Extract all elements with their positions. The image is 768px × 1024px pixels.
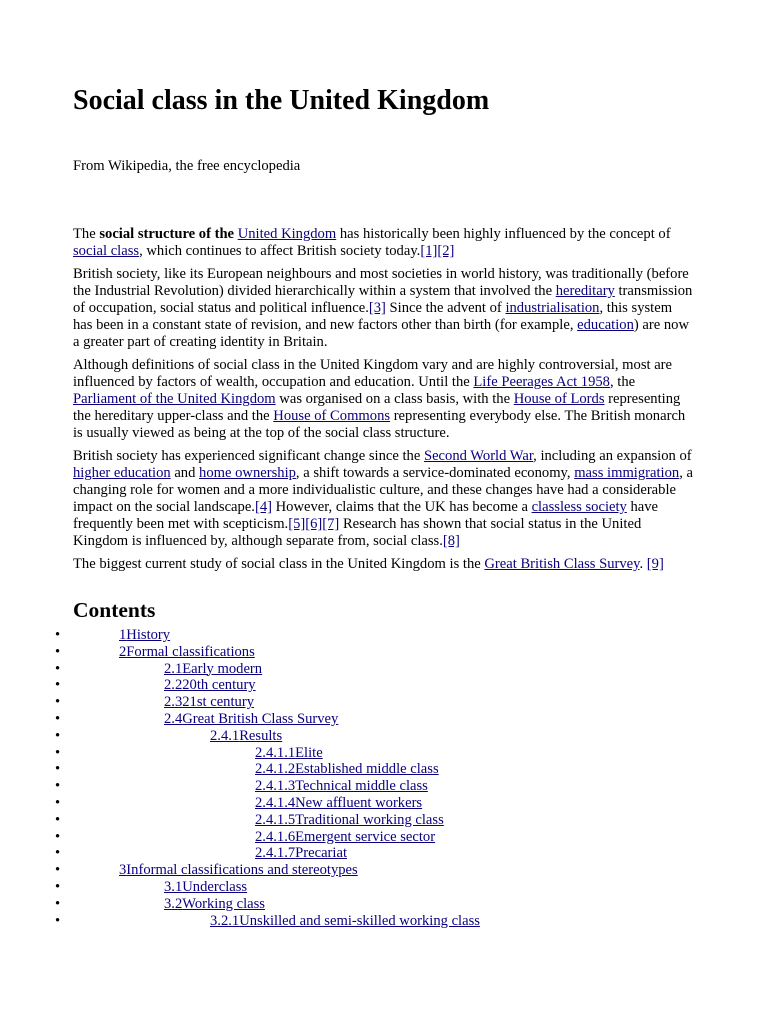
text-run: , a changing role for women and a more individualistic culture, and these changes have had a considerable impact on the social landscape. xyxy=(73,465,693,515)
text-run: , the xyxy=(609,374,636,390)
text-run: ) are now a greater part of creating identity in Britain. xyxy=(73,317,689,350)
citation-link[interactable]: [6] xyxy=(305,516,323,532)
toc-link[interactable] xyxy=(255,745,323,761)
toc-item xyxy=(73,812,693,829)
citation-link[interactable]: [4] xyxy=(254,499,272,515)
toc-text: Early modern xyxy=(182,660,263,677)
toc-text: Formal classifications xyxy=(126,643,255,660)
table-of-contents xyxy=(73,627,693,929)
toc-item xyxy=(73,761,693,778)
wiki-link[interactable]: United Kingdom xyxy=(237,226,337,242)
toc-item xyxy=(73,795,693,812)
contents-heading: Contents xyxy=(73,598,156,622)
toc-link[interactable] xyxy=(119,644,255,660)
toc-number: 3.2.1 xyxy=(210,912,240,929)
citation-link[interactable]: [3] xyxy=(368,300,386,316)
wiki-link[interactable]: Parliament of the United Kingdom xyxy=(73,391,276,407)
text-run: . xyxy=(639,556,647,572)
intro-paragraphs xyxy=(73,226,693,573)
article-body xyxy=(73,226,693,929)
toc-link[interactable] xyxy=(119,862,358,878)
toc-item xyxy=(73,711,693,728)
text-run: , which continues to affect British society today. xyxy=(139,243,421,259)
text-run: The biggest current study of social class in the United Kingdom is the xyxy=(73,556,485,572)
toc-link[interactable] xyxy=(164,896,265,912)
toc-link[interactable] xyxy=(255,845,347,861)
toc-link[interactable] xyxy=(164,661,262,677)
bold-text: social structure of the xyxy=(99,226,235,242)
toc-text: Results xyxy=(239,727,283,744)
intro-paragraph xyxy=(73,448,693,550)
toc-number: 2.4.1.3 xyxy=(255,778,296,795)
text-run: has historically been highly influenced by the concept of xyxy=(336,226,671,242)
toc-text: 20th century xyxy=(182,677,256,694)
intro-paragraph xyxy=(73,556,693,573)
text-run: representing the hereditary upper-class and the xyxy=(73,391,681,424)
toc-number: 3.1 xyxy=(164,878,183,895)
text-run: Research has shown that social status in the United Kingdom is influenced by, although separate from, social class. xyxy=(73,516,642,549)
toc-item xyxy=(73,745,693,762)
wiki-link[interactable]: Second World War xyxy=(423,448,534,464)
text-run: British society has experienced significant change since the xyxy=(73,448,424,464)
intro-paragraph xyxy=(73,266,693,351)
toc-item xyxy=(73,677,693,694)
toc-text: Elite xyxy=(295,744,323,761)
wiki-link[interactable]: Great British Class Survey xyxy=(484,556,640,572)
toc-number: 2.2 xyxy=(164,677,183,694)
toc-link[interactable] xyxy=(119,627,170,643)
toc-text: History xyxy=(126,627,171,643)
text-run: have frequently been met with scepticism. xyxy=(73,499,659,532)
toc-link[interactable] xyxy=(164,677,256,693)
toc-text: Informal classifications and stereotypes xyxy=(126,862,358,879)
wiki-link[interactable]: education xyxy=(577,317,634,333)
toc-link[interactable] xyxy=(255,829,435,845)
toc-link[interactable] xyxy=(164,879,247,895)
wiki-link[interactable]: classless society xyxy=(531,499,627,515)
toc-link[interactable] xyxy=(255,812,444,828)
wiki-link[interactable]: social class xyxy=(73,243,140,259)
citation-link[interactable]: [7] xyxy=(322,516,340,532)
text-run: , this system has been in a constant state of revision, and new factors other than birth (for example, xyxy=(73,300,673,333)
wiki-link[interactable]: House of Lords xyxy=(513,391,605,407)
toc-item xyxy=(73,845,693,862)
text-run: transmission of occupation, social status and political influence. xyxy=(73,283,693,316)
text-run: and xyxy=(170,465,200,481)
toc-text: Working class xyxy=(182,895,265,912)
wiki-link[interactable]: Life Peerages Act 1958 xyxy=(473,374,610,390)
citation-link[interactable]: [8] xyxy=(442,533,460,549)
toc-number: 2.3 xyxy=(164,694,183,711)
toc-item xyxy=(73,778,693,795)
toc-text: Emergent service sector xyxy=(295,828,436,845)
toc-number: 2.4 xyxy=(164,710,183,727)
toc-text: Great British Class Survey xyxy=(182,710,339,727)
text-run: However, claims that the UK has become a xyxy=(271,499,532,515)
toc-text: 21st century xyxy=(182,694,254,711)
site-tagline: From Wikipedia, the free encyclopedia xyxy=(73,158,301,174)
text-run: , including an expansion of xyxy=(533,448,692,464)
toc-number: 2 xyxy=(119,643,127,660)
toc-number: 2.4.1.1 xyxy=(255,744,296,761)
toc-item xyxy=(73,627,693,644)
citation-link[interactable]: [9] xyxy=(646,556,664,572)
toc-link[interactable] xyxy=(255,778,428,794)
toc-text: Unskilled and semi-skilled working class xyxy=(239,912,480,929)
toc-number: 3.2 xyxy=(164,895,183,912)
toc-link[interactable] xyxy=(255,761,439,777)
toc-number: 2.1 xyxy=(164,660,183,677)
toc-item xyxy=(73,829,693,846)
wiki-link[interactable]: hereditary xyxy=(555,283,615,299)
toc-item xyxy=(73,913,693,930)
toc-number: 2.4.1.4 xyxy=(255,794,296,811)
toc-number: 1 xyxy=(119,627,127,643)
page-title: Social class in the United Kingdom xyxy=(73,85,490,116)
wiki-link[interactable]: House of Commons xyxy=(273,408,391,424)
toc-number: 2.4.1.7 xyxy=(255,845,296,862)
text-run: Although definitions of social class in the United Kingdom vary and are highly controversial, most are influenced by factors of wealth, occupation and education. Until the xyxy=(73,357,673,390)
intro-paragraph xyxy=(73,226,693,260)
toc-number: 2.4.1.6 xyxy=(255,828,296,845)
toc-link[interactable] xyxy=(164,694,254,710)
citation-link[interactable]: [5] xyxy=(288,516,306,532)
toc-number: 2.4.1 xyxy=(210,727,240,744)
toc-text: New affluent workers xyxy=(295,794,423,811)
toc-text: Precariat xyxy=(295,845,347,862)
toc-link[interactable] xyxy=(255,795,422,811)
toc-link[interactable] xyxy=(210,728,282,744)
wiki-link[interactable]: mass immigration xyxy=(574,465,680,481)
text-run: representing everybody else. The British monarch is usually viewed as being at the top of the social class structure. xyxy=(73,408,686,441)
toc-number: 3 xyxy=(119,862,127,879)
text-run: , a shift towards a service-dominated economy, xyxy=(295,465,575,481)
toc-text: Technical middle class xyxy=(295,778,428,795)
wiki-link[interactable]: higher education xyxy=(73,465,171,481)
toc-text: Underclass xyxy=(182,878,248,895)
intro-paragraph xyxy=(73,357,693,442)
toc-link[interactable] xyxy=(210,913,480,929)
toc-item xyxy=(73,728,693,745)
toc-text: Established middle class xyxy=(295,761,439,778)
toc-item xyxy=(73,694,693,711)
toc-number: 2.4.1.2 xyxy=(255,761,296,778)
text-run: British society, like its European neighbours and most societies in world history, was traditionally (before the Industrial Revolution) divided hierarchically within a system that involved the xyxy=(73,266,689,299)
toc-text: Traditional working class xyxy=(295,811,444,828)
toc-item xyxy=(73,644,693,661)
wiki-link[interactable]: home ownership xyxy=(199,465,296,481)
toc-item xyxy=(73,862,693,879)
toc-item xyxy=(73,896,693,913)
wiki-link[interactable]: industrialisation xyxy=(505,300,600,316)
text-run: was organised on a class basis, with the xyxy=(275,391,514,407)
citation-link[interactable]: [1] xyxy=(420,243,438,259)
toc-number: 2.4.1.5 xyxy=(255,811,296,828)
text-run: Since the advent of xyxy=(385,300,506,316)
toc-item xyxy=(73,879,693,896)
text-run: The xyxy=(73,226,100,242)
citation-link[interactable]: [2] xyxy=(437,243,455,259)
toc-link[interactable] xyxy=(164,711,338,727)
toc-item xyxy=(73,661,693,678)
